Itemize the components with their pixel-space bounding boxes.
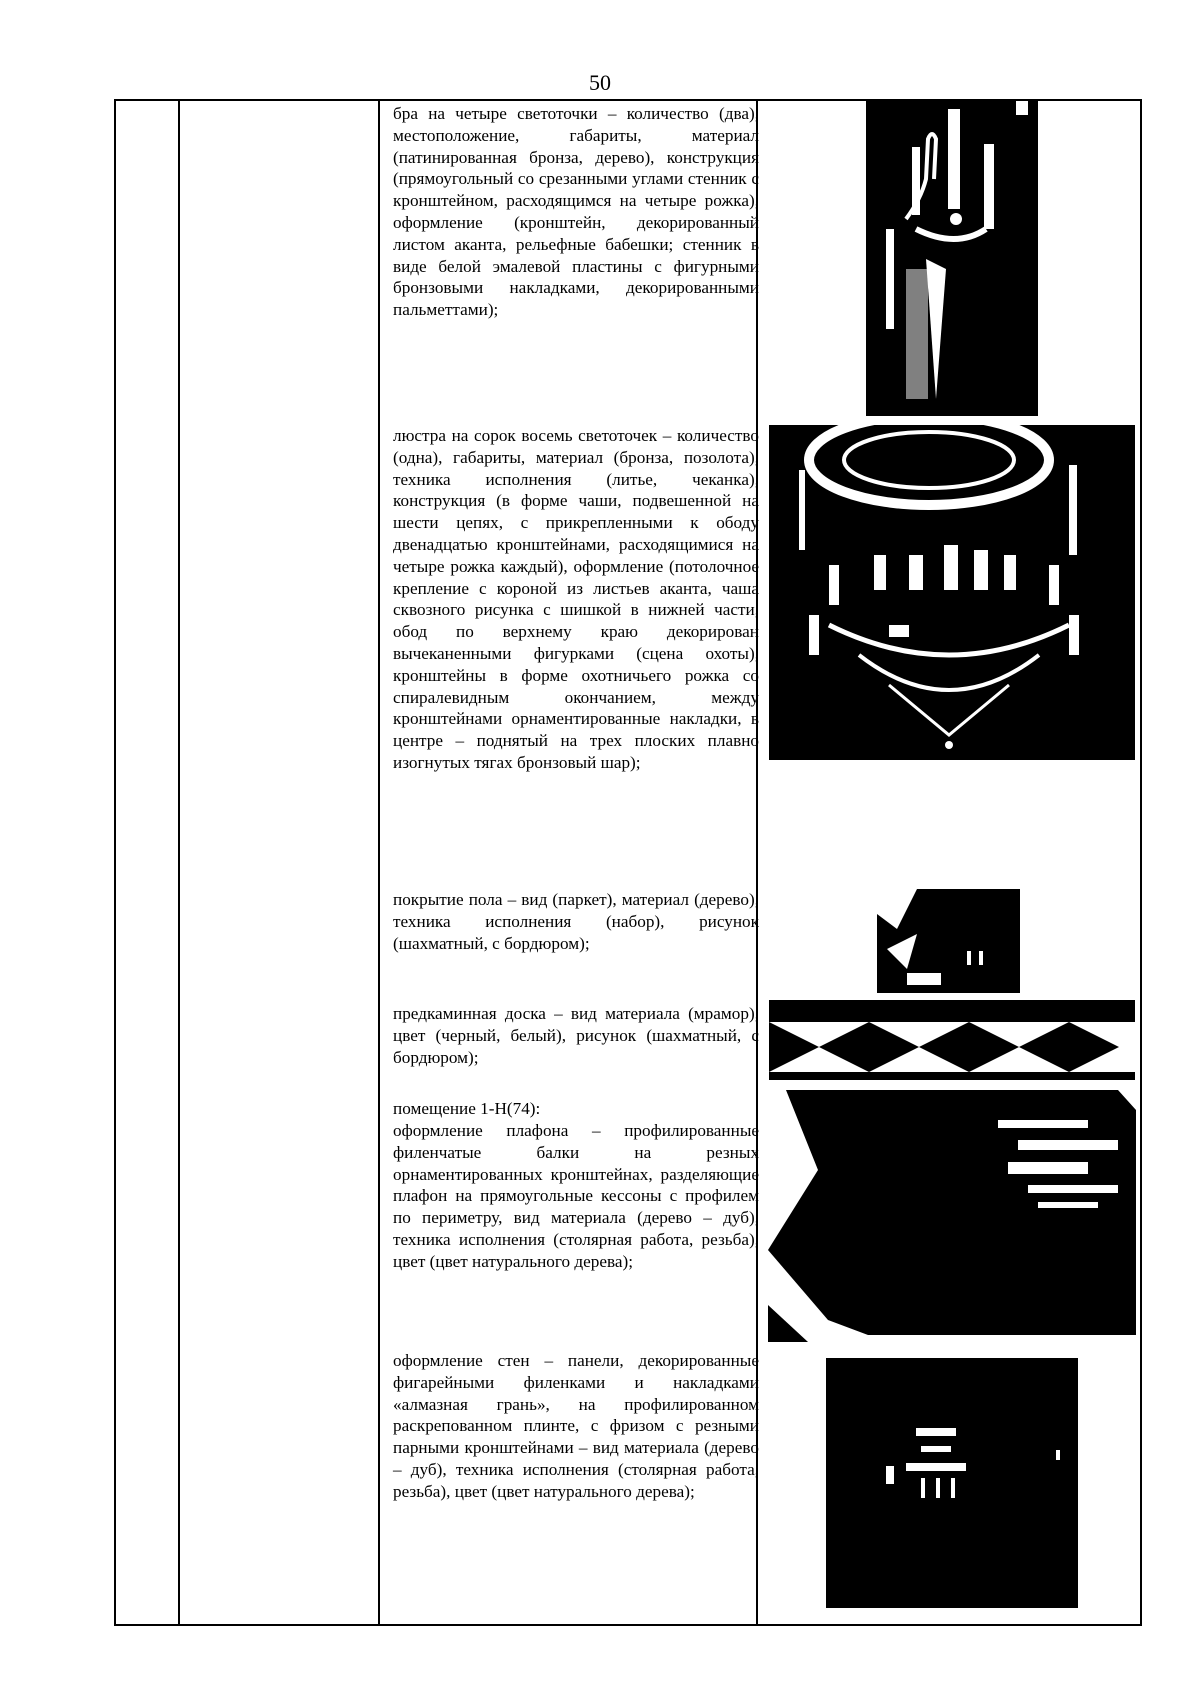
ceiling-description: оформление плафона – профилированные филенчатые балки на резных орнаментированных кронштейнах, разделяющие плафон на прямоугольные кессоны с профилем по периметру, вид материала (дерево – дуб), техника исполнения (столярная работа, резьба), цвет (цвет натурального дерева); — [393, 1121, 759, 1271]
fireplace-slab-description: предкаминная доска – вид материала (мрамор), цвет (черный, белый), рисунок (шахматный, с бордюром); — [393, 1004, 759, 1067]
sconce-description: бра на четыре светоточки – количество (два), местоположение, габариты, материал (патинированная бронза, дерево), конструкция (прямоугольный со срезанными углами стенник с кронштейном, расходящимся на четыре рожка), оформление (кронштейн, декорированный листом аканта, рельефные бабешки; стенник в виде белой эмалевой пластины с фигурными бронзовыми накладками, декорированными пальметтами); — [393, 104, 759, 320]
walls-description: оформление стен – панели, декорированные фигарейными филенками и накладками «алмазная грань», на профилированном раскрепованном плинте, с фризом с резными парными кронштейнами – вид материала (дерево – дуб), техника исполнения (столярная работа, резьба), цвет (цвет натурального дерева); — [393, 1351, 759, 1501]
wall-panels-photo — [826, 1358, 1078, 1608]
parquet-floor-photo — [877, 889, 1020, 993]
chandelier-photo — [769, 425, 1135, 760]
marble-fireplace-slab-photo — [769, 1000, 1135, 1080]
coffered-ceiling-photo — [768, 1090, 1136, 1342]
column-divider — [378, 99, 380, 1626]
page-number: 50 — [589, 70, 611, 95]
sconce-photo — [866, 99, 1038, 416]
column-divider — [178, 99, 180, 1626]
chandelier-description: люстра на сорок восемь светоточек – количество (одна), габариты, материал (бронза, позолота), техника исполнения (литье, чеканка), конструкция (в форме чаши, подвешенной на шести цепях, с прикрепленными к ободу двенадцатью кронштейнами, расходящимися на четыре рожка каждый), оформление (потолочное крепление с короной из листьев аканта, чаша сквозного рисунка с шишкой в нижней части, обод по верхнему краю декорирован вычеканенными фигурками (сцена охоты), кронштейны в форме охотничьего рожка со спиралевидным окончанием, между кронштейнами орнаментированные накладки, в центре – поднятый на трех плоских плавно изогнутых тягах бронзовый шар); — [393, 426, 759, 772]
room-heading: помещение 1-Н(74): — [393, 1099, 541, 1118]
floor-description: покрытие пола – вид (паркет), материал (дерево), техника исполнения (набор), рисунок (шахматный, с бордюром); — [393, 890, 759, 953]
